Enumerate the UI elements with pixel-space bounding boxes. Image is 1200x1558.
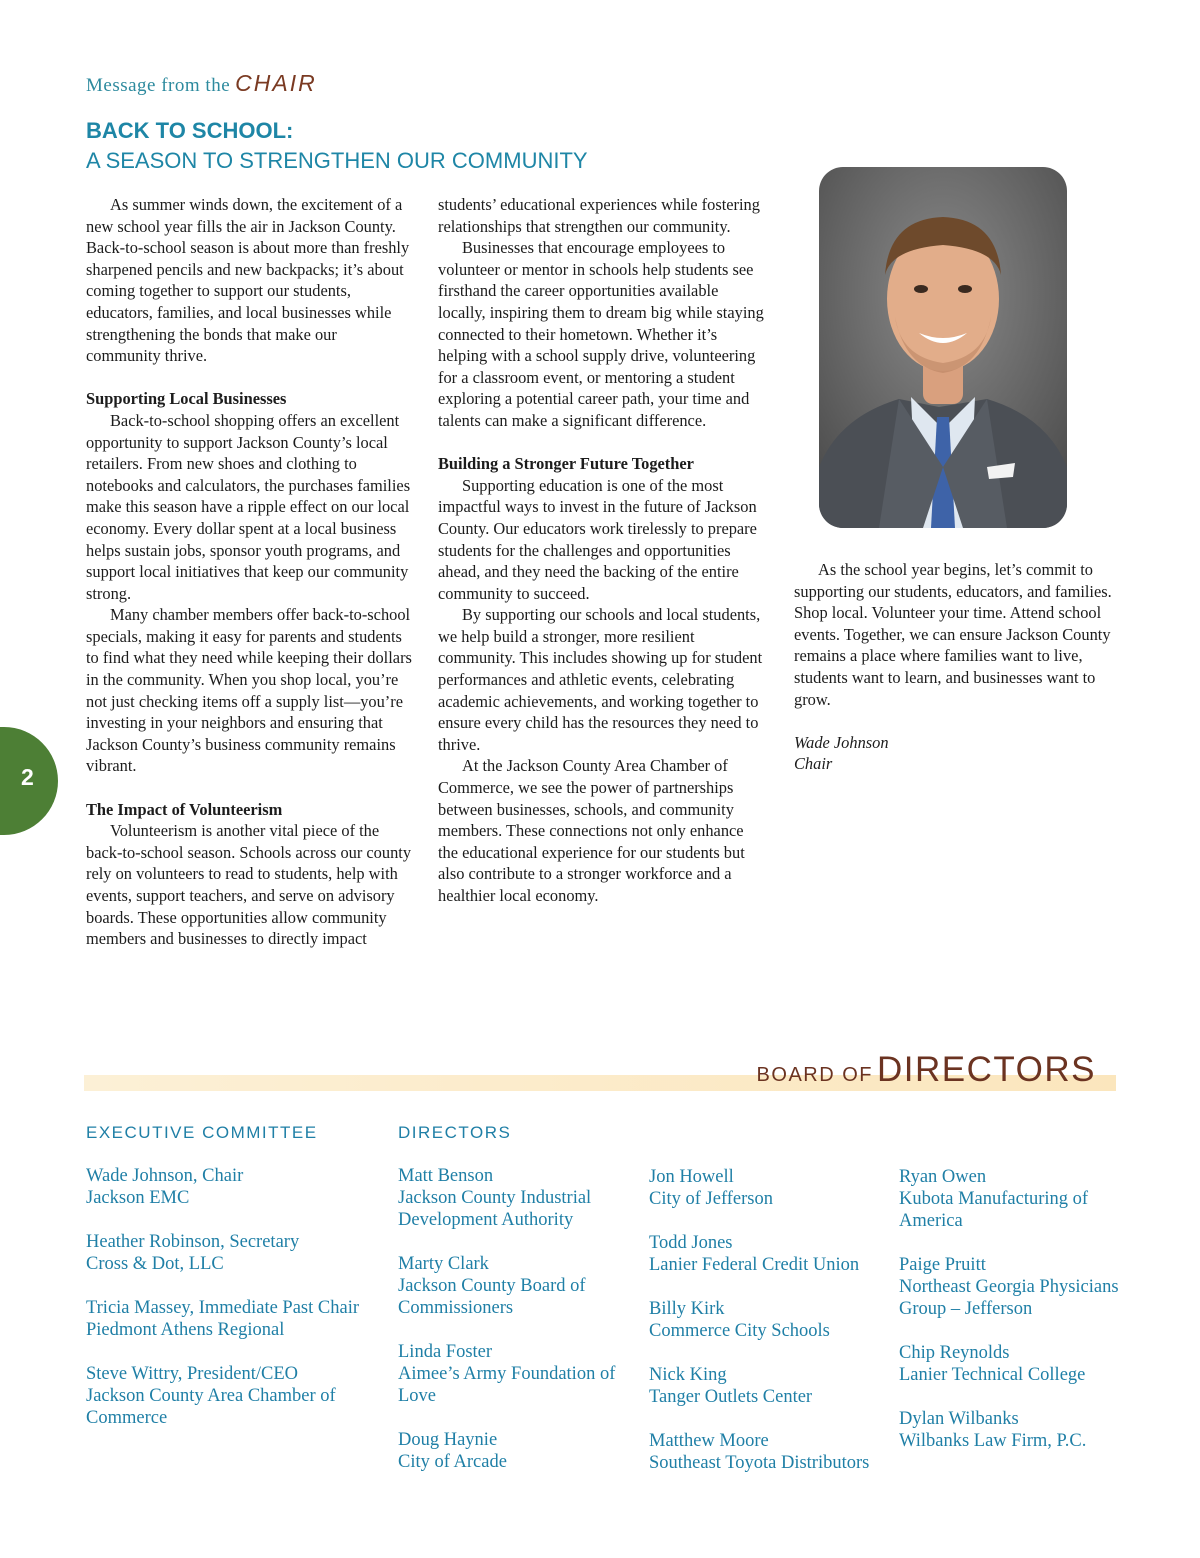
board-entry: [649, 1364, 879, 1408]
member-org: Piedmont Athens Regional: [86, 1320, 285, 1340]
section-kicker: [86, 70, 317, 97]
kicker-text: Message from the: [86, 75, 231, 96]
member-org: Development Authority: [398, 1210, 574, 1230]
member-org: Kubota Manufacturing of: [899, 1189, 1089, 1209]
member-org: City of Jefferson: [649, 1189, 773, 1209]
member-org: Commissioners: [398, 1298, 514, 1318]
member-org: Northeast Georgia Physicians: [899, 1277, 1119, 1297]
member-org: Tanger Outlets Center: [649, 1387, 813, 1407]
board-entry: [398, 1341, 628, 1407]
board-entry: [398, 1253, 628, 1319]
board-entry: [649, 1232, 879, 1276]
member-name: Doug Haynie: [398, 1430, 498, 1450]
article-paragraph: As the school year begins, let’s commit to supporting our students, educators, and families. Shop local. Volunteer your time. Attend school events. Together, we can ensure Jackson County remains a place where families want to live, students want to learn, and businesses want to grow.: [794, 560, 1112, 709]
member-name: Ryan Owen: [899, 1167, 987, 1187]
headline-line-1: BACK TO SCHOOL:: [86, 118, 294, 143]
board-heading-large: DIRECTORS: [877, 1050, 1096, 1089]
article-paragraph: Back-to-school shopping offers an excellent opportunity to support Jackson County’s local retailers. From new shoes and clothing to notebooks and calculators, the purchases families make this season have a ripple effect on our local economy. Every dollar spent at a local business helps sustain jobs, sponsor youth programs, and support local initiatives that keep our community strong.: [86, 410, 411, 603]
board-entry: [899, 1254, 1139, 1320]
member-name: Jon Howell: [649, 1167, 734, 1187]
article-column-3: [794, 559, 1124, 775]
member-name: Nick King: [649, 1365, 727, 1385]
board-entry: [649, 1166, 879, 1210]
section-heading-building-stronger-future: Building a Stronger Future Together: [438, 454, 694, 474]
page-title: [86, 116, 588, 176]
member-name: Chip Reynolds: [899, 1343, 1010, 1363]
board-entry: [86, 1297, 376, 1341]
member-name: Dylan Wilbanks: [899, 1409, 1019, 1429]
directors-title: DIRECTORS: [398, 1123, 512, 1142]
board-heading-small: BOARD OF: [756, 1064, 873, 1086]
article-paragraph: As summer winds down, the excitement of a new school year fills the air in Jackson County. Back-to-school season is about more than freshly sharpened pencils and new backpacks; it’s about coming together to support our students, educators, families, and local businesses while strengthening the bonds that make our community thrive.: [86, 195, 410, 366]
article-paragraph: At the Jackson County Area Chamber of Commerce, we see the power of partnerships between businesses, schools, and community members. These connections not only enhance the educational experience for our students but also contribute to a stronger workforce and a healthier local economy.: [438, 756, 745, 905]
article-paragraph: By supporting our schools and local students, we help build a stronger, more resilient community. This includes showing up for student performances and athletic events, celebrating academic achievements, and working together to ensure every child has the resources they need to thrive.: [438, 605, 763, 754]
member-org: Aimee’s Army Foundation of: [398, 1364, 616, 1384]
member-org: Lanier Federal Credit Union: [649, 1255, 860, 1275]
article-paragraph: students’ educational experiences while fostering relationships that strengthen our community.: [438, 195, 760, 236]
directors-list-col-2: [649, 1166, 879, 1496]
board-entry: [86, 1363, 376, 1429]
signature-title: Chair: [794, 754, 833, 774]
executive-committee-list: [86, 1122, 376, 1451]
member-org: Jackson EMC: [86, 1188, 190, 1208]
member-org: Jackson County Industrial: [398, 1188, 592, 1208]
member-org: America: [899, 1211, 963, 1231]
member-org: Group – Jefferson: [899, 1299, 1033, 1319]
headline-line-2: A SEASON TO STRENGTHEN OUR COMMUNITY: [86, 148, 588, 173]
member-name: Marty Clark: [398, 1254, 489, 1274]
article-paragraph: Volunteerism is another vital piece of the back-to-school season. Schools across our county rely on volunteers to read to students, help with events, support teachers, and serve on advisory boards. These opportunities allow community members and businesses to directly impact: [86, 821, 412, 949]
member-org: Commerce: [86, 1408, 168, 1428]
member-org: Southeast Toyota Distributors: [649, 1453, 870, 1473]
member-org: Jackson County Board of: [398, 1276, 586, 1296]
member-org: Lanier Technical College: [899, 1365, 1086, 1385]
directors-list-col-1: [398, 1122, 628, 1495]
member-name: Billy Kirk: [649, 1299, 725, 1319]
member-org: Commerce City Schools: [649, 1321, 830, 1341]
board-entry: [398, 1165, 628, 1231]
chair-portrait-photo: [819, 167, 1067, 528]
member-name: Wade Johnson, Chair: [86, 1166, 244, 1186]
board-heading: [757, 1050, 1096, 1090]
article-column-2: [438, 194, 764, 907]
article-column-1: [86, 194, 412, 950]
board-entry: [86, 1165, 376, 1209]
member-org: Wilbanks Law Firm, P.C.: [899, 1431, 1087, 1451]
member-name: Linda Foster: [398, 1342, 493, 1362]
member-name: Heather Robinson, Secretary: [86, 1232, 300, 1252]
article-paragraph: Supporting education is one of the most impactful ways to invest in the future of Jackson County. Our educators work tirelessly to prepare students for the challenges and opportunities ahead, and they need the backing of the entire community to succeed.: [438, 475, 757, 603]
board-entry: [649, 1430, 879, 1474]
member-name: Steve Wittry, President/CEO: [86, 1364, 298, 1384]
board-entry: [649, 1298, 879, 1342]
member-org: Love: [398, 1386, 437, 1406]
article-paragraph: Many chamber members offer back-to-school specials, making it easy for parents and students to find what they need while keeping their dollars in the community. When you shop local, you’re not just checking items off a supply list—you’re investing in your neighbors and ensuring that Jackson County’s business community remains vibrant.: [86, 605, 412, 776]
page-number: 2: [21, 764, 34, 790]
portrait-illustration: [819, 167, 1067, 528]
member-name: Matt Benson: [398, 1166, 494, 1186]
board-entry: [86, 1231, 376, 1275]
board-entry: [899, 1166, 1139, 1232]
member-name: Todd Jones: [649, 1233, 733, 1253]
member-org: Cross & Dot, LLC: [86, 1254, 224, 1274]
section-heading-impact-of-volunteerism: The Impact of Volunteerism: [86, 799, 283, 819]
board-entry: [398, 1429, 628, 1473]
board-entry: [899, 1342, 1139, 1386]
kicker-chair: CHAIR: [235, 70, 317, 96]
member-org: City of Arcade: [398, 1452, 507, 1472]
member-name: Tricia Massey, Immediate Past Chair: [86, 1298, 360, 1318]
member-name: Paige Pruitt: [899, 1255, 986, 1275]
board-entry: [899, 1408, 1139, 1452]
executive-committee-title: EXECUTIVE COMMITTEE: [86, 1123, 318, 1142]
section-heading-supporting-local-businesses: Supporting Local Businesses: [86, 389, 287, 409]
directors-list-col-3: [899, 1166, 1139, 1474]
article-paragraph: Businesses that encourage employees to volunteer or mentor in schools help students see firsthand the career opportunities available locally, inspiring them to dream big while staying connected to their hometown. Whether it’s helping with a school supply drive, volunteering for a classroom event, or mentoring a student exploring a potential career path, your time and talents can make a significant difference.: [438, 238, 764, 430]
signature-name: Wade Johnson: [794, 732, 889, 752]
member-name: Matthew Moore: [649, 1431, 769, 1451]
member-org: Jackson County Area Chamber of: [86, 1386, 336, 1406]
